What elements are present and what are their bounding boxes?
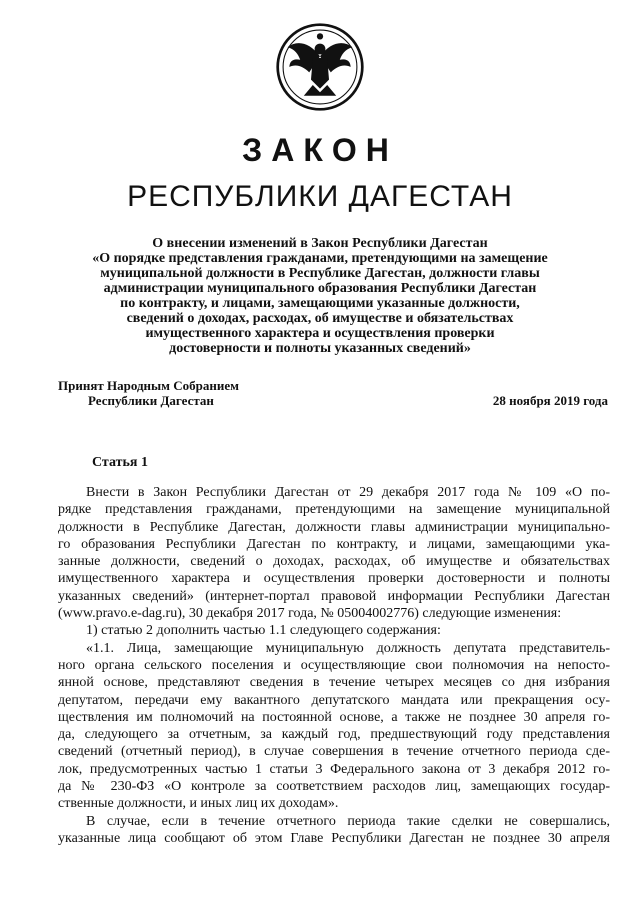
law-heading bbox=[50, 236, 590, 356]
adopted-line-2: Республики Дагестан bbox=[88, 393, 214, 408]
document-subtitle: РЕСПУБЛИКИ ДАГЕСТАН bbox=[127, 180, 513, 213]
body-line: занные должности, сведений о доходах, расходах, об имуществе и обязательствах bbox=[58, 554, 610, 570]
body-line: «1.1. Лица, замещающие муниципальную должность депутата представитель- bbox=[86, 640, 610, 656]
heading-line: имущественного характера и осуществления проверки bbox=[145, 326, 495, 341]
adopted-line-1: Принят Народным Собранием bbox=[58, 378, 240, 393]
article-body bbox=[58, 484, 610, 847]
body-line: ществления им полномочий на постоянной основе, а также не позднее 30 апреля го- bbox=[58, 709, 610, 725]
body-line: рядке представления гражданами, претендующими на замещение муниципальной bbox=[58, 502, 610, 518]
body-line: ного органа сельского поселения и осуществляющие свои полномочия на непосто- bbox=[58, 657, 610, 673]
document-title: ЗАКОН bbox=[242, 132, 398, 168]
body-line: янной основе, представляют сведения в течение четырех месяцев со дня избрания bbox=[58, 675, 610, 691]
heading-line: достоверности и полноты указанных сведений» bbox=[169, 341, 471, 356]
heading-line: О внесении изменений в Закон Республики Дагестан bbox=[152, 236, 488, 251]
adoption-block bbox=[58, 378, 239, 408]
body-line: 1) статью 2 дополнить частью 1.1 следующего содержания: bbox=[86, 623, 441, 639]
body-line: ственные должности, и иных лиц их доходам». bbox=[58, 796, 339, 812]
adoption-date: 28 ноября 2019 года bbox=[492, 393, 608, 408]
body-line: го образования Республики Дагестан по контракту, и лицами, замещающими ука- bbox=[58, 536, 610, 552]
body-line: указанных сведений» (интернет-портал правовой информации Республики Дагестан bbox=[58, 588, 610, 604]
body-line: имущественного характера и осуществления проверки достоверности и полноты bbox=[58, 571, 610, 587]
article-title: Статья 1 bbox=[92, 455, 148, 470]
heading-line: по контракту, и лицами, замещающими указанные должности, bbox=[120, 296, 520, 311]
body-line: В случае, если в течение отчетного периода такие сделки не совершались, bbox=[86, 813, 610, 829]
heading-line: сведений о доходах, расходах, об имуществе и обязательствах bbox=[126, 311, 514, 326]
body-line: Внести в Закон Республики Дагестан от 29 декабря 2017 года № 109 «О по- bbox=[86, 485, 610, 500]
body-line: да № 230-ФЗ «О контроле за соответствием расходов лиц, замещающих государ- bbox=[58, 779, 610, 795]
body-line: депутатом, передачи ему вакантного депутатского мандата или прекращения осу- bbox=[58, 692, 610, 708]
body-line: указанные лица сообщают об этом Главе Республики Дагестан не позднее 30 апреля bbox=[58, 830, 610, 846]
body-line: сведений (отчетный период), в случае совершения в течение отчетного периода сде- bbox=[58, 744, 610, 760]
coat-of-arms-emblem bbox=[275, 22, 365, 112]
body-line: (www.pravo.e-dag.ru), 30 декабря 2017 года, № 05004002776) следующие изменения: bbox=[58, 606, 562, 622]
heading-line: администрации муниципального образования Республики Дагестан bbox=[103, 281, 537, 296]
heading-line: «О порядке представления гражданами, претендующими на замещение bbox=[92, 251, 548, 266]
heading-line: муниципальной должности в Республике Дагестан, должности главы bbox=[100, 266, 540, 281]
body-line: лок, предусмотренных частью 1 статьи 3 Федерального закона от 3 декабря 2012 го- bbox=[58, 761, 610, 777]
body-line: должности в Республике Дагестан, должности главы администрации муниципально- bbox=[58, 519, 610, 535]
body-line: да, следующего за отчетным, за каждый год, предшествующий году представления bbox=[58, 727, 610, 743]
